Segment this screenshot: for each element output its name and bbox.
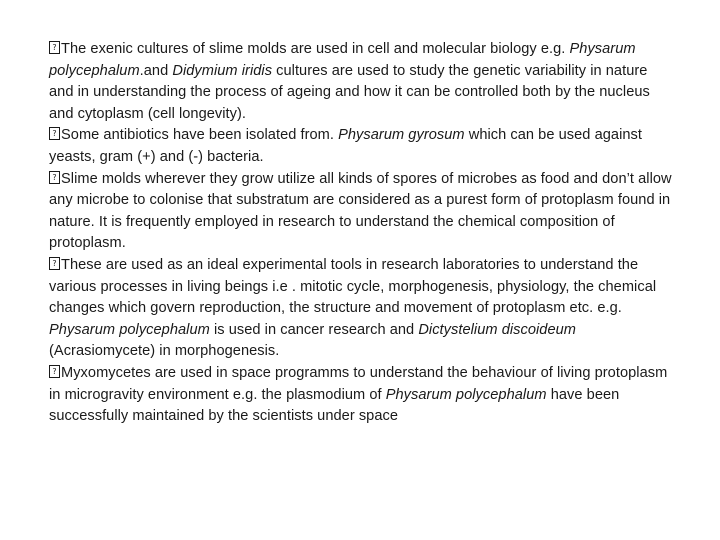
species-name: Physarum gyrosum bbox=[338, 127, 465, 144]
paragraph-purest-protoplasm bbox=[49, 169, 675, 255]
text-run: is used in cancer research and bbox=[209, 321, 419, 338]
text-run: have been successfully maintained by the scientists under space bbox=[49, 386, 620, 425]
missing-glyph-bullet-icon bbox=[49, 41, 60, 54]
text-run: Some antibiotics have been isolated from. bbox=[61, 127, 339, 144]
text-run: .and bbox=[139, 62, 173, 79]
paragraph-space-programs bbox=[49, 363, 675, 428]
missing-glyph-bullet-icon bbox=[49, 257, 60, 270]
paragraph-cell-molecular-biology bbox=[49, 39, 675, 125]
species-name: Didymium iridis bbox=[172, 62, 273, 79]
text-run: (Acrasiomycete) in morphogenesis. bbox=[49, 343, 280, 360]
missing-glyph-bullet-icon bbox=[49, 365, 60, 378]
text-run: Myxomycetes are used in space programms to understand the behaviour of living protoplasm in microgravity environment e.g. the plasmodium of bbox=[49, 364, 668, 403]
text-run: Slime molds wherever they grow utilize all kinds of spores of microbes as food and don’t allow any microbe to colonise that substratum are considered as a purest form of protoplasm found in nature. It is frequently employed in research to understand the chemical composition of protoplasm. bbox=[49, 170, 672, 252]
text-run: cultures are used to study the genetic variability in nature and in understanding the process of ageing and how it can be controlled both by the nucleus and cytoplasm (cell longevity). bbox=[49, 62, 650, 122]
species-name: Dictystelium discoideum bbox=[418, 321, 577, 338]
species-name: Physarum polycephalum bbox=[49, 321, 210, 338]
missing-glyph-bullet-icon bbox=[49, 171, 60, 184]
text-run: These are used as an ideal experimental tools in research laboratories to understand the various processes in living beings i.e . mitotic cycle, morphogenesis, physiology, the chemical changes which govern reproduction, the structure and movement of protoplasm etc. e.g. bbox=[49, 256, 657, 317]
species-name: Physarum polycephalum bbox=[49, 41, 636, 79]
text-run: The exenic cultures of slime molds are used in cell and molecular biology e.g. bbox=[61, 41, 570, 57]
species-name: Physarum polycephalum bbox=[385, 386, 547, 403]
paragraph-experimental-tools bbox=[49, 255, 675, 363]
body-text bbox=[49, 39, 675, 428]
paragraph-antibiotics bbox=[49, 125, 675, 168]
text-run: which can be used against yeasts, gram (+) and (-) bacteria. bbox=[49, 127, 642, 165]
missing-glyph-bullet-icon bbox=[49, 127, 60, 140]
